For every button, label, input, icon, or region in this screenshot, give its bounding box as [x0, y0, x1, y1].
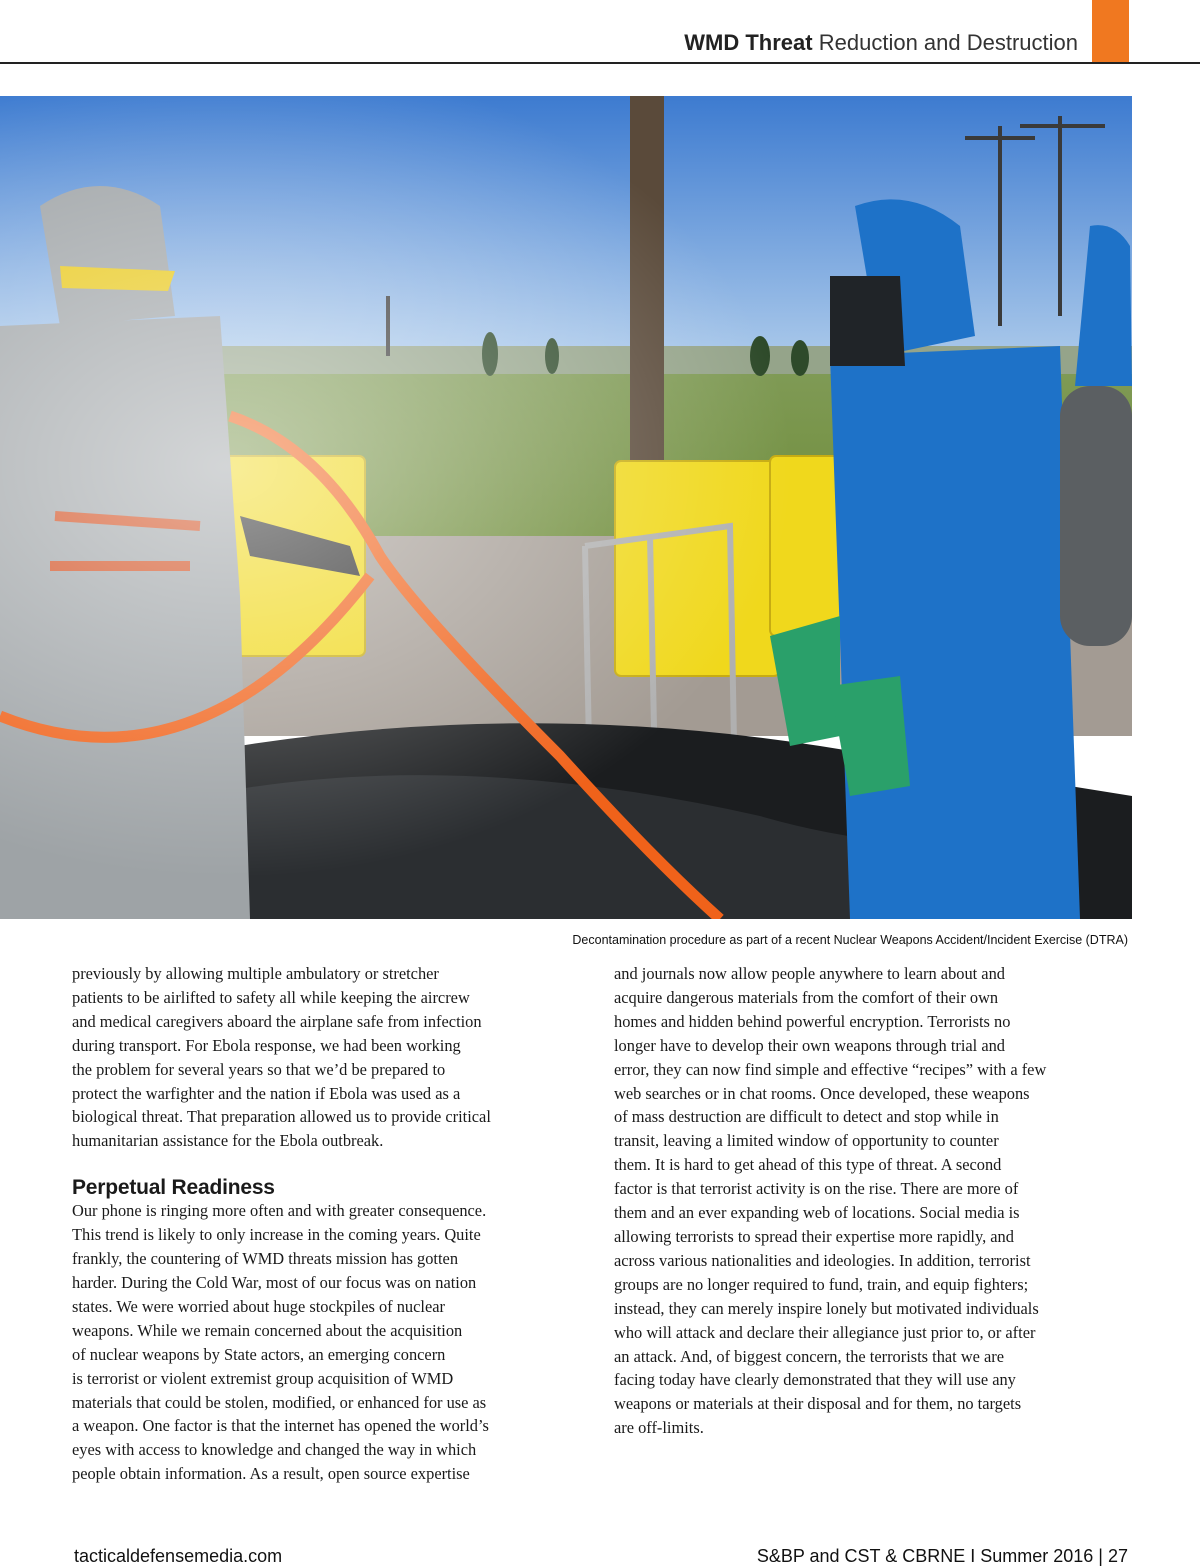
- text-line: instead, they can merely inspire lonely but motivated individuals: [614, 1298, 1039, 1318]
- text-line: homes and hidden behind powerful encryption. Terrorists no: [614, 1011, 1011, 1031]
- header-accent-tab: [1092, 0, 1129, 62]
- article-column-left: [72, 962, 592, 1486]
- text-line: humanitarian assistance for the Ebola outbreak.: [72, 1131, 384, 1151]
- text-line: patients to be airlifted to safety all while keeping the aircrew: [72, 987, 470, 1007]
- text-line: and medical caregivers aboard the airplane safe from infection: [72, 1011, 482, 1031]
- article-column-right: [614, 962, 1134, 1440]
- text-line: during transport. For Ebola response, we had been working: [72, 1035, 461, 1055]
- text-line: Our phone is ringing more often and with greater consequence.: [72, 1201, 487, 1221]
- text-line: the problem for several years so that we’d be prepared to: [72, 1059, 446, 1079]
- text-line: weapons. While we remain concerned about the acquisition: [72, 1320, 463, 1340]
- text-line: groups are no longer required to fund, train, and equip fighters;: [614, 1274, 1029, 1294]
- footer-publication-page: S&BP and CST & CBRNE I Summer 2016 | 27: [756, 1546, 1128, 1566]
- text-line: of nuclear weapons by State actors, an emerging concern: [72, 1344, 446, 1364]
- photo-caption: Decontamination procedure as part of a recent Nuclear Weapons Accident/Incident Exercise (DTRA): [572, 933, 1128, 947]
- text-line: longer have to develop their own weapons through trial and: [614, 1035, 1005, 1055]
- paragraph-terrorist-threat: [614, 962, 1134, 1440]
- subheading-perpetual-readiness: Perpetual Readiness: [72, 1176, 275, 1200]
- text-line: previously by allowing multiple ambulatory or stretcher: [72, 964, 439, 983]
- text-line: people obtain information. As a result, open source expertise: [72, 1464, 470, 1484]
- decontamination-photo: [0, 96, 1132, 919]
- text-line: allowing terrorists to spread their expertise more rapidly, and: [614, 1226, 1014, 1246]
- text-line: them and an ever expanding web of locations. Social media is: [614, 1203, 1020, 1223]
- text-line: biological threat. That preparation allowed us to provide critical: [72, 1107, 491, 1127]
- text-line: an attack. And, of biggest concern, the terrorists that we are: [614, 1346, 1005, 1366]
- text-line: them. It is hard to get ahead of this type of threat. A second: [614, 1155, 1002, 1175]
- text-line: factor is that terrorist activity is on the rise. There are more of: [614, 1179, 1019, 1199]
- section-title: [684, 30, 1078, 56]
- text-line: transit, leaving a limited window of opportunity to counter: [614, 1131, 999, 1151]
- text-line: protect the warfighter and the nation if Ebola was used as a: [72, 1083, 461, 1103]
- footer-website: tacticaldefensemedia.com: [74, 1546, 283, 1566]
- text-line: states. We were worried about huge stockpiles of nuclear: [72, 1296, 445, 1316]
- text-line: This trend is likely to only increase in the coming years. Quite: [72, 1225, 481, 1245]
- text-line: a weapon. One factor is that the internet has opened the world’s: [72, 1416, 489, 1436]
- paragraph-perpetual-readiness: [72, 1199, 592, 1486]
- section-title-bold: WMD Threat: [684, 30, 813, 55]
- text-line: and journals now allow people anywhere to learn about and: [614, 964, 1005, 983]
- text-line: who will attack and declare their allegiance just prior to, or after: [614, 1322, 1036, 1342]
- paragraph-ebola-response: [72, 962, 592, 1153]
- section-title-light: Reduction and Destruction: [818, 30, 1078, 55]
- text-line: facing today have clearly demonstrated that they will use any: [614, 1370, 1016, 1390]
- text-line: materials that could be stolen, modified, or enhanced for use as: [72, 1392, 487, 1412]
- header-divider: [0, 62, 1200, 64]
- text-line: eyes with access to knowledge and changed the way in which: [72, 1440, 477, 1460]
- text-line: across various nationalities and ideologies. In addition, terrorist: [614, 1250, 1031, 1270]
- text-line: of mass destruction are difficult to detect and stop while in: [614, 1107, 999, 1127]
- text-line: is terrorist or violent extremist group acquisition of WMD: [72, 1368, 454, 1388]
- text-line: web searches or in chat rooms. Once developed, these weapons: [614, 1083, 1030, 1103]
- text-line: are off-limits.: [614, 1418, 704, 1438]
- text-line: harder. During the Cold War, most of our focus was on nation: [72, 1272, 477, 1292]
- text-line: weapons or materials at their disposal and for them, no targets: [614, 1394, 1022, 1414]
- text-line: error, they can now find simple and effective “recipes” with a few: [614, 1059, 1047, 1079]
- text-line: frankly, the countering of WMD threats mission has gotten: [72, 1249, 459, 1269]
- text-line: acquire dangerous materials from the comfort of their own: [614, 987, 999, 1007]
